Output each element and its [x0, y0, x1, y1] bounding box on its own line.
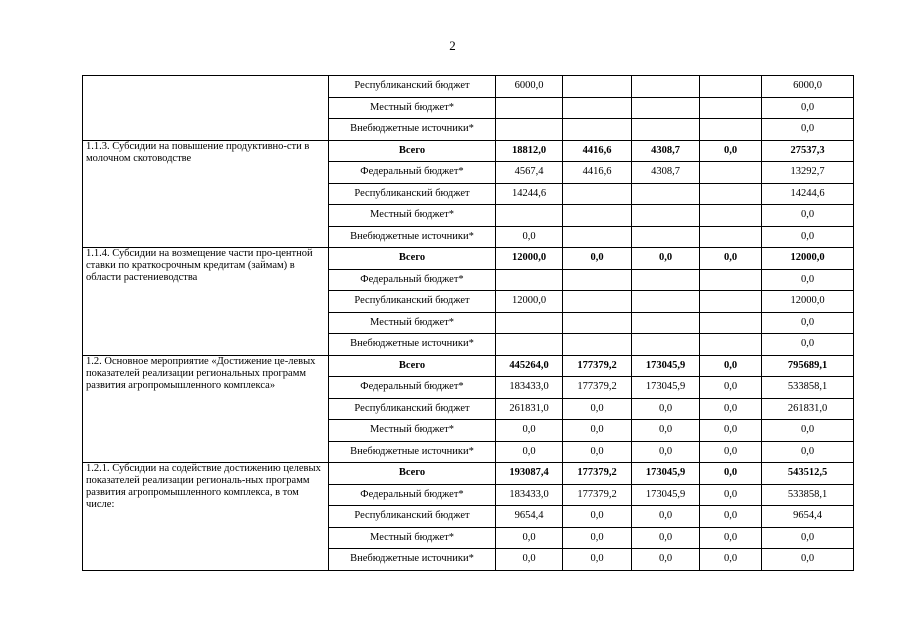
- value-cell: 18812,0: [496, 140, 563, 162]
- value-cell: 0,0: [700, 420, 762, 442]
- value-cell: 0,0: [563, 420, 632, 442]
- funding-source-cell: Внебюджетные источники*: [329, 334, 496, 356]
- value-cell: 0,0: [632, 527, 700, 549]
- value-cell: 12000,0: [496, 248, 563, 270]
- funding-source-cell: Федеральный бюджет*: [329, 269, 496, 291]
- value-cell: 4416,6: [563, 162, 632, 184]
- funding-source-cell: Местный бюджет*: [329, 312, 496, 334]
- value-cell: 0,0: [762, 420, 854, 442]
- funding-source-cell: Федеральный бюджет*: [329, 484, 496, 506]
- activity-cell: 1.2.1. Субсидии на содействие достижению целевых показателей реализации региональ-ных программ развития агропромышленного комплекса, в том числе:: [83, 463, 329, 571]
- table-row-total: [83, 140, 854, 162]
- value-cell: 0,0: [632, 398, 700, 420]
- value-cell: [563, 205, 632, 227]
- funding-source-cell: Всего: [329, 463, 496, 485]
- funding-source-cell: Всего: [329, 248, 496, 270]
- value-cell: 0,0: [762, 312, 854, 334]
- activity-cell: [83, 76, 329, 141]
- value-cell: [563, 334, 632, 356]
- value-cell: 12000,0: [762, 291, 854, 313]
- value-cell: 0,0: [762, 226, 854, 248]
- value-cell: 0,0: [700, 377, 762, 399]
- value-cell: 0,0: [700, 527, 762, 549]
- value-cell: 0,0: [700, 506, 762, 528]
- value-cell: 0,0: [632, 549, 700, 571]
- value-cell: [700, 312, 762, 334]
- value-cell: [700, 97, 762, 119]
- value-cell: 0,0: [496, 441, 563, 463]
- value-cell: 0,0: [700, 355, 762, 377]
- value-cell: 177379,2: [563, 463, 632, 485]
- funding-source-cell: Республиканский бюджет: [329, 398, 496, 420]
- page-number: 2: [449, 38, 456, 53]
- value-cell: [632, 226, 700, 248]
- value-cell: 12000,0: [496, 291, 563, 313]
- value-cell: [700, 334, 762, 356]
- value-cell: [700, 291, 762, 313]
- value-cell: 0,0: [496, 226, 563, 248]
- funding-source-cell: Республиканский бюджет: [329, 76, 496, 98]
- value-cell: 13292,7: [762, 162, 854, 184]
- value-cell: 14244,6: [496, 183, 563, 205]
- value-cell: 0,0: [563, 549, 632, 571]
- value-cell: 177379,2: [563, 377, 632, 399]
- value-cell: 445264,0: [496, 355, 563, 377]
- value-cell: 173045,9: [632, 484, 700, 506]
- value-cell: 0,0: [762, 334, 854, 356]
- value-cell: 0,0: [632, 248, 700, 270]
- value-cell: 0,0: [700, 248, 762, 270]
- value-cell: 0,0: [496, 420, 563, 442]
- activity-cell: 1.1.3. Субсидии на повышение продуктивно-сти в молочном скотоводстве: [83, 140, 329, 248]
- value-cell: [632, 76, 700, 98]
- funding-source-cell: Местный бюджет*: [329, 527, 496, 549]
- value-cell: [496, 334, 563, 356]
- funding-source-cell: Федеральный бюджет*: [329, 377, 496, 399]
- value-cell: [496, 269, 563, 291]
- value-cell: [700, 183, 762, 205]
- value-cell: 177379,2: [563, 484, 632, 506]
- value-cell: [700, 76, 762, 98]
- value-cell: 6000,0: [762, 76, 854, 98]
- activity-cell: 1.1.4. Субсидии на возмещение части про-центной ставки по краткосрочным кредитам (займам) в области растениеводства: [83, 248, 329, 356]
- value-cell: [563, 183, 632, 205]
- value-cell: [632, 269, 700, 291]
- value-cell: 14244,6: [762, 183, 854, 205]
- value-cell: [563, 312, 632, 334]
- value-cell: 173045,9: [632, 463, 700, 485]
- funding-source-cell: Республиканский бюджет: [329, 291, 496, 313]
- funding-source-cell: Внебюджетные источники*: [329, 441, 496, 463]
- value-cell: 0,0: [632, 441, 700, 463]
- value-cell: [700, 119, 762, 141]
- value-cell: 12000,0: [762, 248, 854, 270]
- value-cell: 533858,1: [762, 484, 854, 506]
- value-cell: 4416,6: [563, 140, 632, 162]
- funding-source-cell: Республиканский бюджет: [329, 506, 496, 528]
- value-cell: [632, 312, 700, 334]
- value-cell: [700, 226, 762, 248]
- value-cell: 27537,3: [762, 140, 854, 162]
- value-cell: 0,0: [563, 441, 632, 463]
- table-row-total: [83, 248, 854, 270]
- funding-source-cell: Всего: [329, 355, 496, 377]
- value-cell: [632, 205, 700, 227]
- value-cell: 0,0: [762, 549, 854, 571]
- value-cell: 0,0: [700, 398, 762, 420]
- table-row: [83, 76, 854, 98]
- funding-source-cell: Всего: [329, 140, 496, 162]
- value-cell: 0,0: [762, 527, 854, 549]
- value-cell: 183433,0: [496, 377, 563, 399]
- value-cell: [563, 269, 632, 291]
- value-cell: 261831,0: [762, 398, 854, 420]
- funding-source-cell: Местный бюджет*: [329, 420, 496, 442]
- value-cell: [632, 334, 700, 356]
- value-cell: [496, 119, 563, 141]
- value-cell: 0,0: [632, 506, 700, 528]
- value-cell: 0,0: [700, 463, 762, 485]
- value-cell: 0,0: [700, 441, 762, 463]
- funding-source-cell: Внебюджетные источники*: [329, 549, 496, 571]
- value-cell: 0,0: [762, 441, 854, 463]
- value-cell: 0,0: [632, 420, 700, 442]
- value-cell: [632, 291, 700, 313]
- value-cell: 0,0: [700, 484, 762, 506]
- value-cell: [496, 205, 563, 227]
- value-cell: 543512,5: [762, 463, 854, 485]
- funding-source-cell: Местный бюджет*: [329, 205, 496, 227]
- funding-source-cell: Федеральный бюджет*: [329, 162, 496, 184]
- funding-source-cell: Внебюджетные источники*: [329, 226, 496, 248]
- value-cell: [563, 119, 632, 141]
- table-row-total: [83, 463, 854, 485]
- value-cell: 0,0: [700, 140, 762, 162]
- value-cell: 0,0: [563, 248, 632, 270]
- value-cell: [632, 97, 700, 119]
- value-cell: [563, 291, 632, 313]
- value-cell: 4567,4: [496, 162, 563, 184]
- value-cell: 173045,9: [632, 355, 700, 377]
- value-cell: 6000,0: [496, 76, 563, 98]
- value-cell: 193087,4: [496, 463, 563, 485]
- value-cell: 533858,1: [762, 377, 854, 399]
- value-cell: 0,0: [762, 119, 854, 141]
- value-cell: 0,0: [563, 527, 632, 549]
- value-cell: 0,0: [496, 549, 563, 571]
- value-cell: 0,0: [762, 97, 854, 119]
- value-cell: 0,0: [496, 527, 563, 549]
- funding-source-cell: Местный бюджет*: [329, 97, 496, 119]
- budget-table-body: [83, 76, 854, 571]
- funding-source-cell: Республиканский бюджет: [329, 183, 496, 205]
- funding-source-cell: Внебюджетные источники*: [329, 119, 496, 141]
- activity-cell: 1.2. Основное мероприятие «Достижение це-левых показателей реализации региональных программ развития агропромышленного комплекса»: [83, 355, 329, 463]
- value-cell: 9654,4: [762, 506, 854, 528]
- value-cell: 795689,1: [762, 355, 854, 377]
- value-cell: [496, 312, 563, 334]
- value-cell: 261831,0: [496, 398, 563, 420]
- value-cell: 0,0: [762, 205, 854, 227]
- value-cell: 4308,7: [632, 140, 700, 162]
- value-cell: 177379,2: [563, 355, 632, 377]
- value-cell: 0,0: [762, 269, 854, 291]
- value-cell: [496, 97, 563, 119]
- value-cell: 0,0: [563, 398, 632, 420]
- budget-table: [82, 75, 854, 571]
- value-cell: [632, 119, 700, 141]
- value-cell: [563, 226, 632, 248]
- value-cell: 4308,7: [632, 162, 700, 184]
- value-cell: 0,0: [700, 549, 762, 571]
- value-cell: 173045,9: [632, 377, 700, 399]
- value-cell: [563, 97, 632, 119]
- value-cell: 0,0: [563, 506, 632, 528]
- table-row-total: [83, 355, 854, 377]
- value-cell: [700, 162, 762, 184]
- value-cell: [700, 205, 762, 227]
- value-cell: 183433,0: [496, 484, 563, 506]
- value-cell: [632, 183, 700, 205]
- value-cell: [563, 76, 632, 98]
- value-cell: [700, 269, 762, 291]
- value-cell: 9654,4: [496, 506, 563, 528]
